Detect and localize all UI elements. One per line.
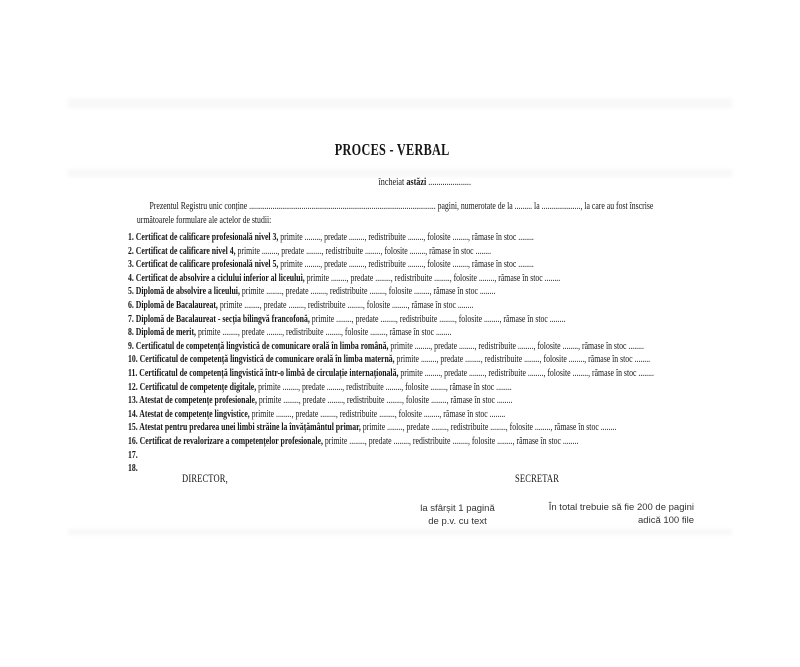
item-label: 2. Certificat de calificare nivel 4, xyxy=(128,245,236,257)
item-fields: primite ........, predate ........, redistribuite ........, folosite ........, rămase în stoc ........ xyxy=(241,286,496,298)
item-label: 18. xyxy=(128,463,138,475)
note-left-line-2: de p.v. cu text xyxy=(428,515,487,527)
director-signature-label: DIRECTOR, xyxy=(182,473,228,485)
list-item xyxy=(128,353,654,367)
intro-paragraph xyxy=(137,200,688,227)
item-fields: primite ........, predate ........, redistribuite ........, folosite ........, rămase în stoc ........ xyxy=(237,245,492,257)
subtitle-emphasis: astăzi xyxy=(406,176,427,188)
form-items-list xyxy=(128,231,654,476)
list-item xyxy=(128,326,654,340)
item-fields: primite ........, predate ........, redistribuite ........, folosite ........, rămase în stoc ........ xyxy=(324,435,579,447)
list-item xyxy=(128,299,654,313)
item-fields: primite ........, predate ........, redistribuite ........, folosite ........, rămase în stoc ........ xyxy=(280,259,534,271)
item-fields: primite ........, predate ........, redistribuite ........, folosite ........, rămase în stoc ........ xyxy=(280,232,534,243)
list-item xyxy=(128,435,654,449)
list-item xyxy=(128,394,654,408)
item-label: 17. xyxy=(128,449,138,461)
intro-line-2: următoarele formulare ale actelor de studii: xyxy=(136,214,272,226)
item-label: 12. Certificatul de competențe digitale, xyxy=(128,381,257,393)
list-item xyxy=(128,408,654,422)
item-fields: primite ........, predate ........, redistribuite ........, folosite ........, rămase în stoc ........ xyxy=(258,381,512,393)
note-right-line-1: În total trebuie să fie 200 de pagini xyxy=(548,502,694,513)
annotation-note-right xyxy=(540,502,694,527)
subtitle-prefix: încheiat xyxy=(378,176,405,188)
item-label: 4. Certificat de absolvire a ciclului inferior al liceului, xyxy=(128,272,305,284)
list-item xyxy=(128,272,654,286)
item-fields: primite ........, predate ........, redistribuite ........, folosite ........, rămase în stoc ........ xyxy=(400,367,654,379)
list-item xyxy=(128,340,654,354)
item-label: 14. Atestat de competențe lingvistice, xyxy=(128,408,250,420)
annotation-note-left xyxy=(400,503,515,528)
item-label: 5. Diplomă de absolvire a liceului, xyxy=(128,286,240,298)
item-label: 7. Diplomă de Bacalaureat - secția bilingvă francofonă, xyxy=(128,313,310,325)
document-title: PROCES - VERBAL xyxy=(334,140,450,159)
item-label: 13. Atestat de competențe profesionale, xyxy=(128,395,257,407)
subtitle-line xyxy=(0,176,800,188)
item-label: 3. Certificat de calificare profesională nivel 5, xyxy=(128,259,279,271)
item-label: 11. Certificatul de competență lingvistică într-o limbă de circulație internațională, xyxy=(128,367,399,379)
item-label: 8. Diplomă de merit, xyxy=(128,327,197,339)
list-item xyxy=(128,258,654,272)
item-label: 16. Certificat de revalorizare a competențelor profesionale, xyxy=(128,435,323,447)
item-label: 10. Certificatul de competență lingvistică de comunicare orală în limba maternă, xyxy=(128,354,395,366)
item-label: 1. Certificat de calificare profesională nivel 3, xyxy=(128,232,279,243)
list-item xyxy=(128,421,654,435)
list-item xyxy=(128,381,654,395)
subtitle-dotted-blank: ..................... xyxy=(428,176,471,188)
item-fields: primite ........, predate ........, redistribuite ........, folosite ........, rămase în stoc ........ xyxy=(306,272,561,284)
item-label: 9. Certificatul de competență lingvistică de comunicare orală în limba română, xyxy=(128,340,389,352)
list-item xyxy=(128,285,654,299)
list-item xyxy=(128,245,654,259)
item-fields: primite ........, predate ........, redistribuite ........, folosite ........, rămase în stoc ........ xyxy=(197,327,452,339)
item-fields: primite ........, predate ........, redistribuite ........, folosite ........, rămase în stoc ........ xyxy=(362,422,617,434)
list-item xyxy=(128,231,654,245)
item-label: 6. Diplomă de Bacalaureat, xyxy=(128,299,218,311)
intro-line-1: Prezentul Registru unic conține ................................................................................................ pagini, numerotate de la ......... la ...................., la care au fost înscrise xyxy=(149,201,654,212)
note-left-line-1: la sfârșit 1 pagină xyxy=(420,503,495,514)
item-label: 15. Atestat pentru predarea unei limbi străine la învățământul primar, xyxy=(128,422,361,434)
list-item xyxy=(128,367,654,381)
list-item xyxy=(128,449,654,463)
item-fields: primite ........, predate ........, redistribuite ........, folosite ........, rămase în stoc ........ xyxy=(396,354,651,366)
note-right-line-2: adică 100 file xyxy=(638,514,694,526)
item-fields: primite ........, predate ........, redistribuite ........, folosite ........, rămase în stoc ........ xyxy=(219,299,474,311)
list-item xyxy=(128,313,654,327)
item-fields: primite ........, predate ........, redistribuite ........, folosite ........, rămase în stoc ........ xyxy=(390,340,644,352)
item-fields: primite ........, predate ........, redistribuite ........, folosite ........, rămase în stoc ........ xyxy=(251,408,506,420)
item-fields: primite ........, predate ........, redistribuite ........, folosite ........, rămase în stoc ........ xyxy=(258,395,513,407)
item-fields: primite ........, predate ........, redistribuite ........, folosite ........, rămase în stoc ........ xyxy=(311,313,566,325)
secretary-signature-label: SECRETAR xyxy=(515,473,560,485)
